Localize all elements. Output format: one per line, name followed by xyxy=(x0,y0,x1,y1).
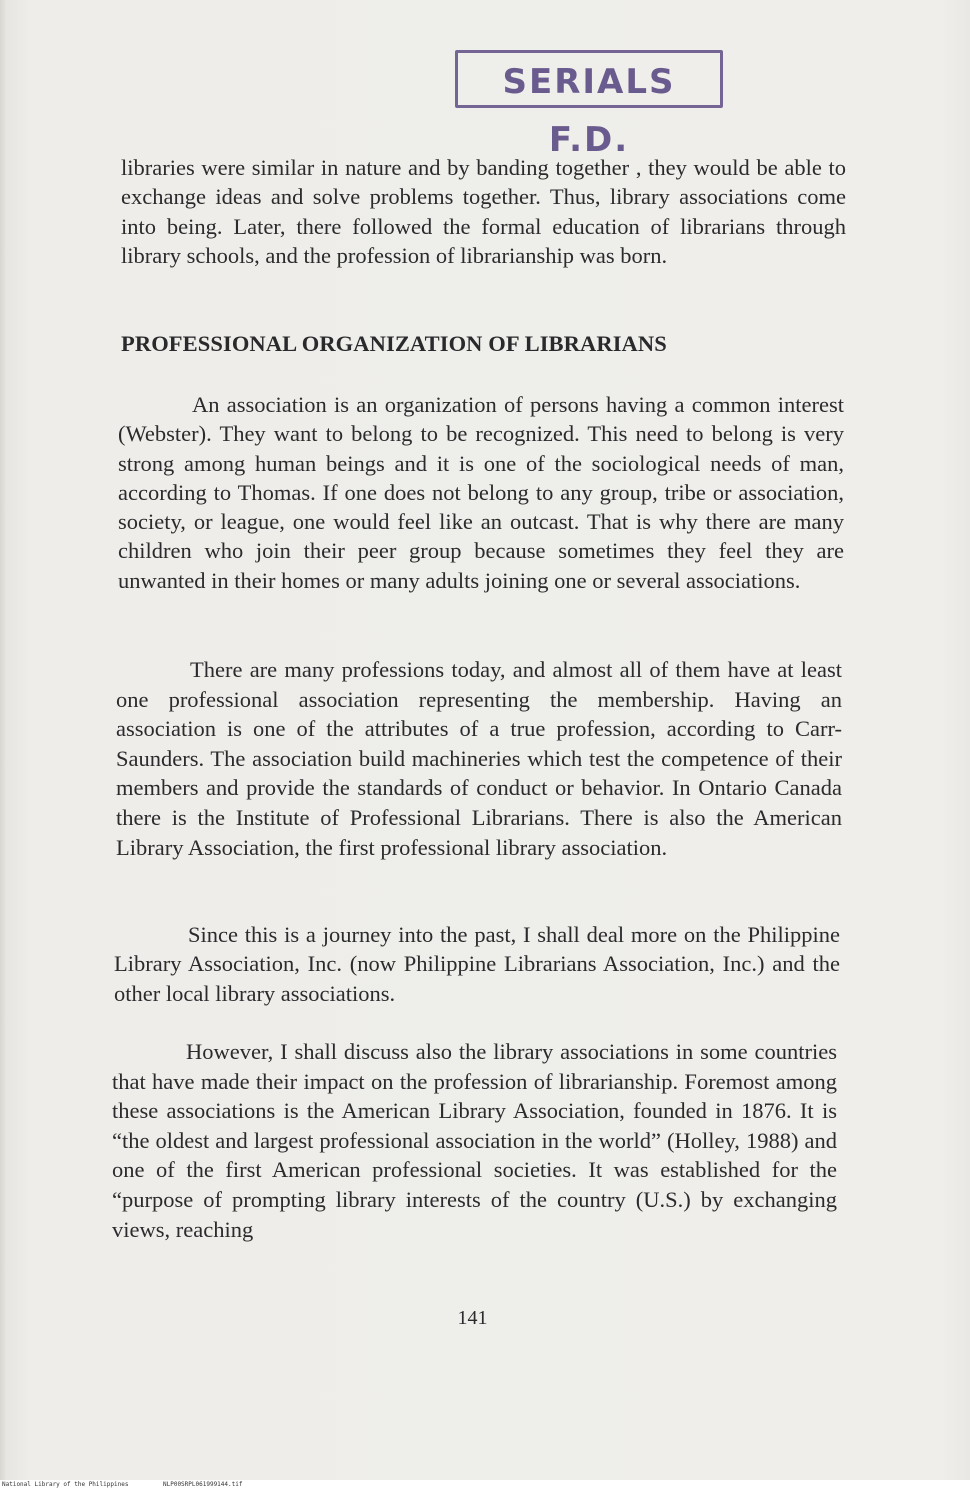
footer-file-name: NLP00SRPL061999144.tif xyxy=(163,1481,243,1488)
section-heading: PROFESSIONAL ORGANIZATION OF LIBRARIANS xyxy=(121,331,667,356)
paragraph-1: libraries were similar in nature and by banding together , they would be able to exchange ideas and solve problems together. Thus, library associations come into being. Later, there followed the formal education of librarians through library schools, and the profession of librarianship was born. xyxy=(121,155,846,269)
paragraph-3: There are many professions today, and almost all of them have at least one professional association representing the membership. Having an association is one of the attributes of a true profession, according to Carr-Saunders. The association build machineries which test the competence of their members and provide the standards of conduct or behavior. In Ontario Canada there is the Institute of Professional Librarians. There is also the American Library Association, the first professional library association. xyxy=(116,657,842,860)
paragraph-4: Since this is a journey into the past, I shall deal more on the Philippine Library Association, Inc. (now Philippine Librarians Association, Inc.) and the other local library associations. xyxy=(114,922,840,1006)
paragraph-5: However, I shall discuss also the library associations in some countries that have made their impact on the profession of librarianship. Foremost among these associations is the American Library Association, founded in 1876. It is “the oldest and largest professional association in the world” (Holley, 1988) and one of the first American professional societies. It was established for the “purpose of prompting library interests of the country (U.S.) by exchanging views, reaching xyxy=(112,1039,837,1242)
page-edge-shadow xyxy=(0,0,6,1480)
page-number: 141 xyxy=(457,1307,488,1329)
footer-source-label: National Library of the Philippines xyxy=(2,1481,129,1488)
paragraph-2: An association is an organization of persons having a common interest (Webster). They want to belong to be recognized. This need to belong is very strong among human beings and it is one of the sociological needs of man, according to Thomas. If one does not belong to any group, tribe or association, society, or league, one would feel like an outcast. That is why there are many children who join their peer group because sometimes they feel they are unwanted in their homes or many adults joining one or several associations. xyxy=(118,392,844,593)
scan-footer xyxy=(0,1480,970,1489)
serials-stamp: SERIALS F.D. xyxy=(455,50,723,108)
